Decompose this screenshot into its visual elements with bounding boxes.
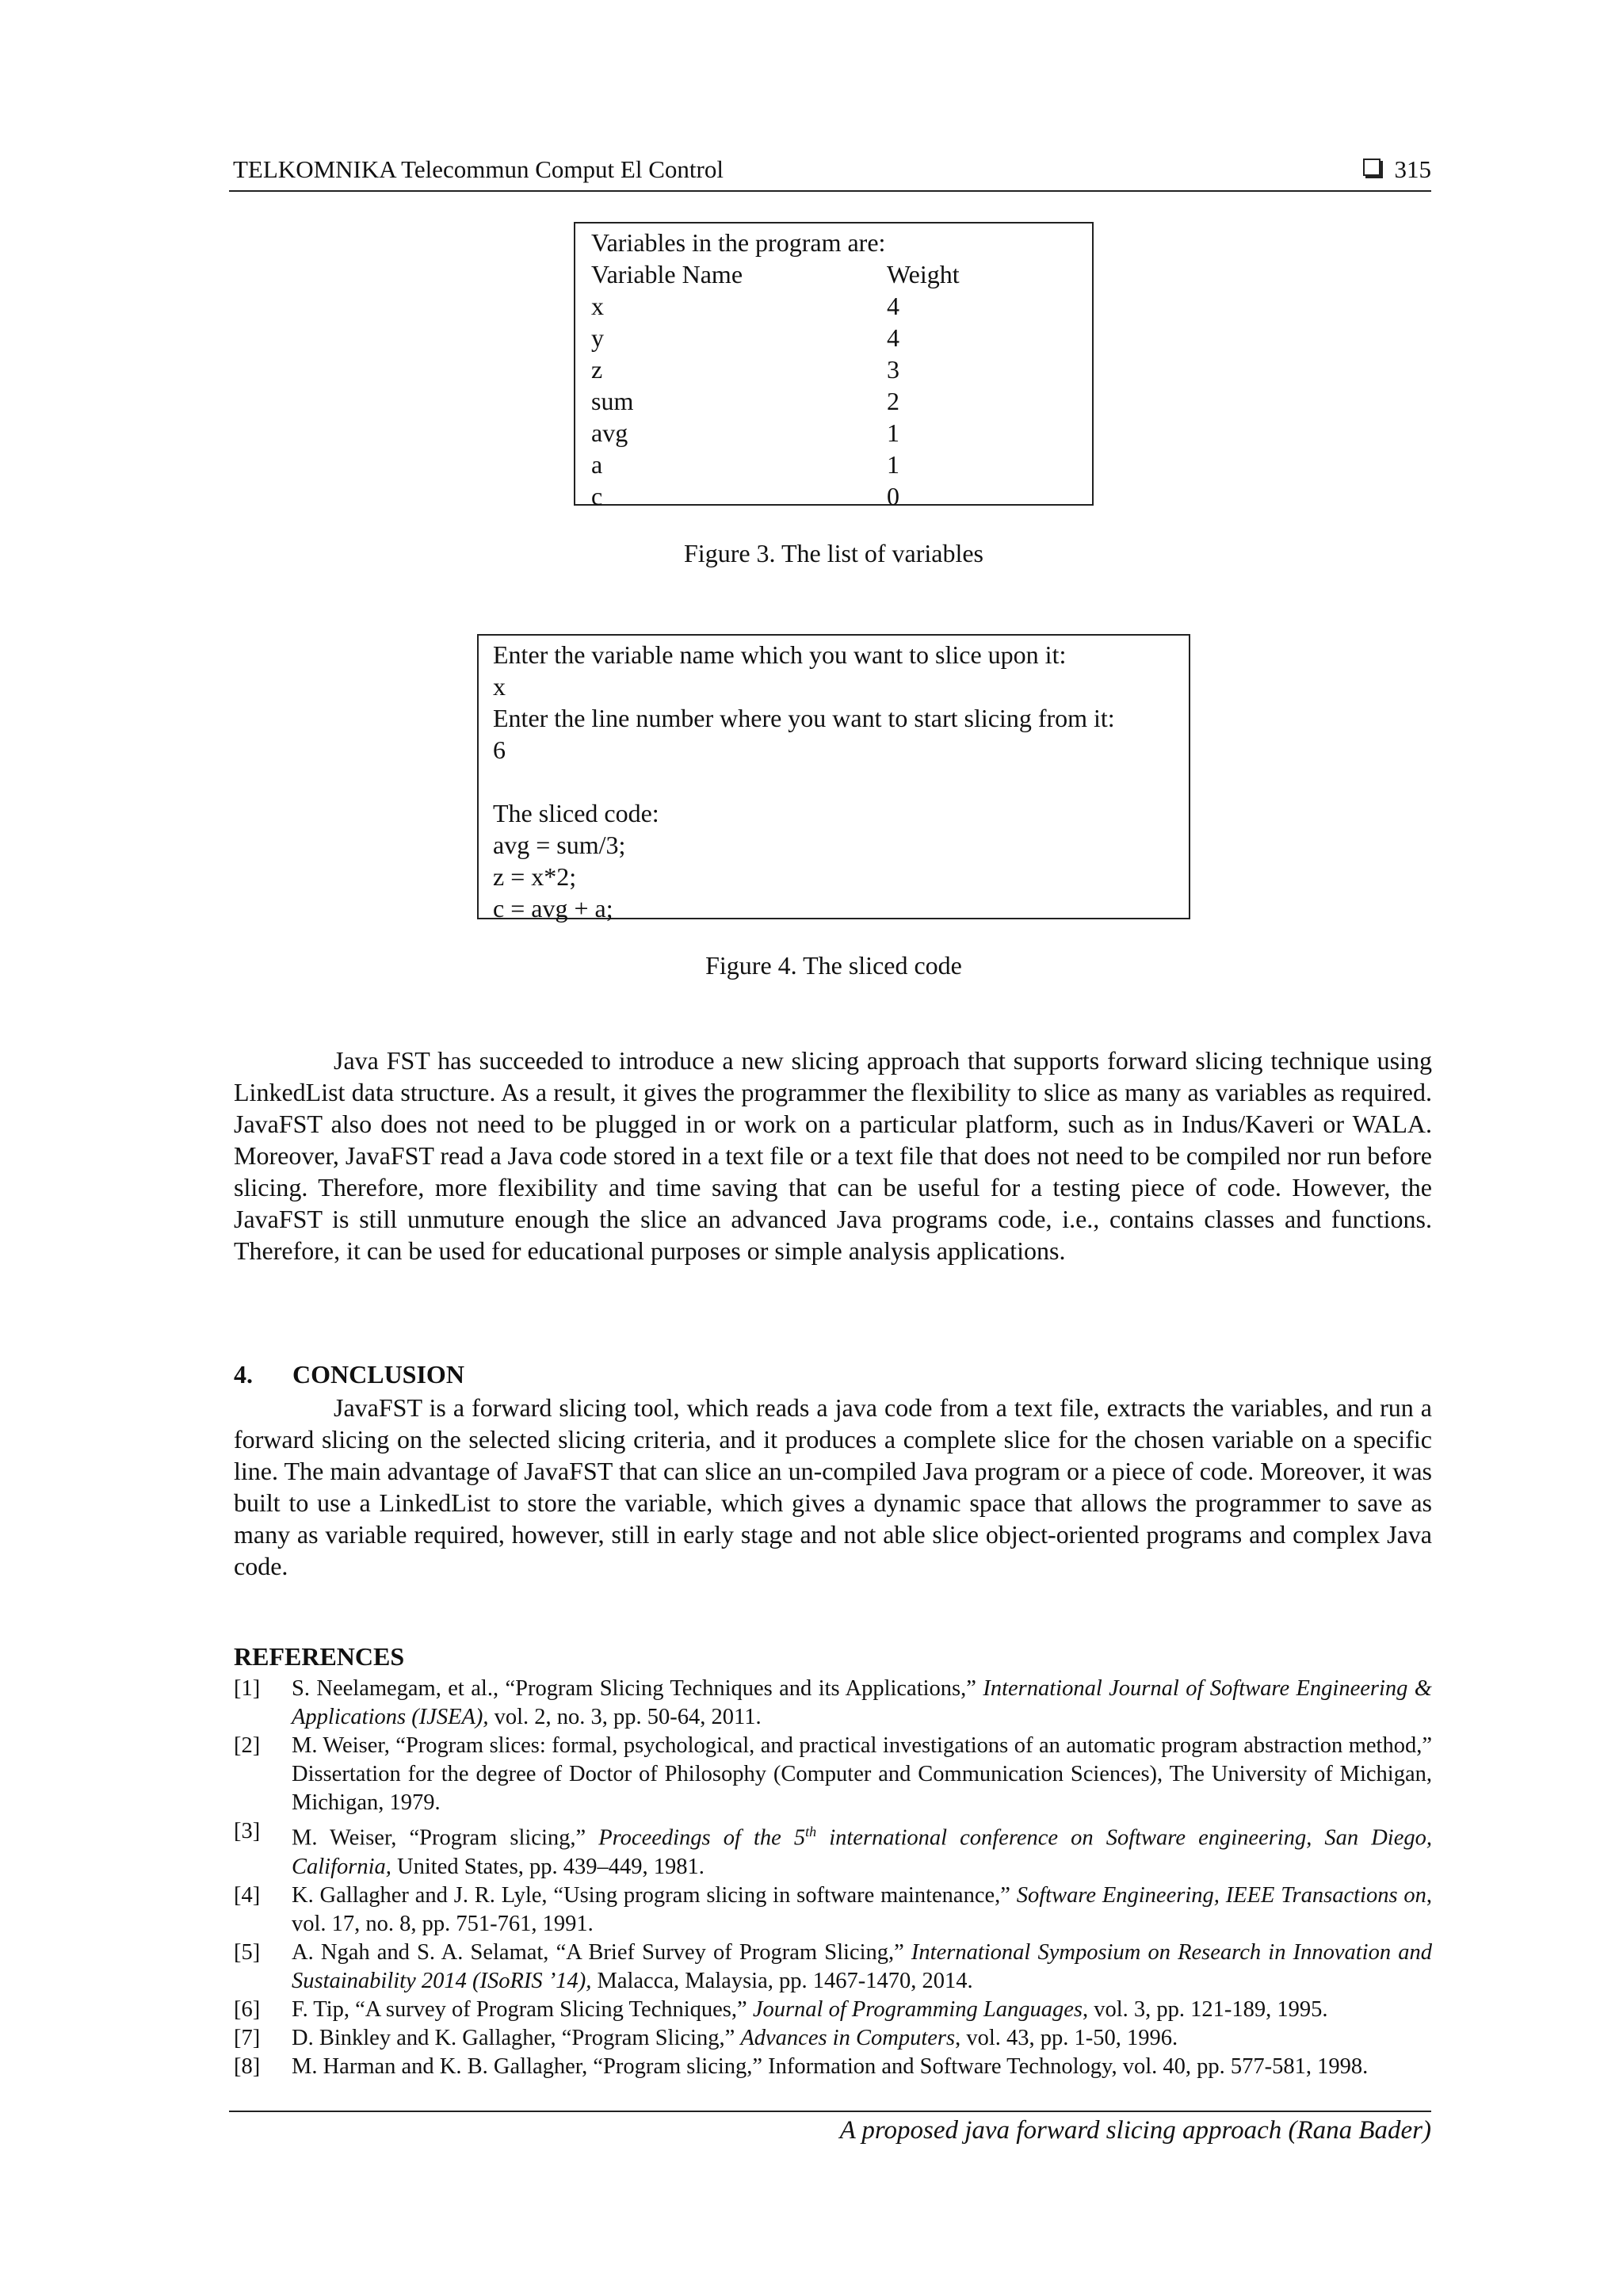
figure-3-rows [591, 290, 1092, 512]
variable-weight: 2 [887, 387, 899, 415]
reference-pre: M. Weiser, “Program slices: formal, psychological, and practical investigations of an automatic program abstraction method,” Dissertation for the degree of Doctor of Philosophy (Computer and Communication Sciences), The University of Michigan, Michigan, 1979. [292, 1733, 1432, 1815]
reference-venue: Advances in Computers [740, 2025, 956, 2050]
variable-weight: 1 [887, 450, 899, 479]
figure-3-box [574, 222, 1094, 510]
reference-text [292, 1881, 1432, 1939]
reference-item [234, 1996, 1432, 2024]
variable-row [591, 353, 1092, 385]
variable-weight: 0 [887, 482, 899, 510]
variable-name: c [591, 482, 603, 510]
reference-post: , vol. 43, pp. 1-50, 1996. [955, 2025, 1178, 2050]
variable-name: y [591, 323, 604, 352]
variable-name: sum [591, 387, 634, 415]
reference-item [234, 1732, 1432, 1817]
body-paragraph: Java FST has succeeded to introduce a new slicing approach that supports forward slicing technique using LinkedList data structure. As a result, it gives the programmer the flexibility to slice as many as variables as required. JavaFST also does not need to be plugged in or work on a particular platform, such as in Indus/Kaveri or WALA. Moreover, JavaFST read a Java code stored in a text file or a text file that does not need to be compiled nor run before slicing. Therefore, more flexibility and time saving that can be useful for a testing piece of code. However, the JavaFST is still unmuture enough the slice an advanced Java programs code, i.e., contains classes and functions. Therefore, it can be used for educational purposes or simple analysis applications. [234, 1046, 1432, 1265]
console-line: c = avg + a; [493, 894, 613, 923]
reference-venue: Journal of Programming Languages [752, 1996, 1083, 2022]
section-number: 4. [234, 1360, 253, 1389]
reference-number: [5] [234, 1939, 261, 1965]
weight-header: Weight [887, 260, 960, 288]
reference-post: , vol. 17, no. 8, pp. 751-761, 1991. [292, 1882, 1432, 1936]
variable-name: z [591, 355, 603, 384]
reference-venue2: international conference on Software engineering, San Diego, California, [292, 1825, 1433, 1879]
footer-rule [229, 2111, 1431, 2112]
reference-text [292, 1732, 1432, 1817]
variable-row [591, 417, 1092, 449]
console-line: Enter the variable name which you want to slice upon it: [493, 640, 1067, 669]
console-line: z = x*2; [493, 862, 577, 891]
reference-item [234, 1939, 1432, 1996]
reference-text [292, 1996, 1432, 2024]
reference-text [292, 2024, 1432, 2053]
variable-name: a [591, 450, 603, 479]
console-line: x [493, 672, 506, 701]
variable-name: x [591, 292, 604, 320]
variable-weight: 4 [887, 292, 899, 320]
reference-pre: M. Weiser, “Program slicing,” [292, 1825, 599, 1851]
conclusion-paragraph: JavaFST is a forward slicing tool, which reads a java code from a text file, extracts the variables, and run a forward slicing on the selected slicing criteria, and it produces a complete slice for the chosen variable on a specific line. The main advantage of JavaFST that can slice an un-compiled Java program or a piece of code. Moreover, it was built to use a LinkedList to store the variable, which gives a dynamic space that allows the programmer to save as many as variable required, however, still in early stage and not able slice object-oriented programs and complex Java code. [234, 1393, 1432, 1580]
reference-text [292, 1675, 1432, 1732]
reference-number: [8] [234, 2053, 261, 2079]
reference-pre: S. Neelamegam, et al., “Program Slicing Techniques and its Applications,” [292, 1676, 983, 1701]
section-heading [234, 1360, 464, 1389]
figure-4-box [477, 634, 1190, 923]
reference-venue: International Symposium on Research in Innovation and Sustainability 2014 (ISoRIS ’14), [292, 1939, 1432, 1993]
reference-venue: International Journal of Software Engineering & Applications (IJSEA), [292, 1676, 1432, 1729]
reference-pre: M. Harman and K. B. Gallagher, “Program slicing,” Information and Software Technology, vol. 40, pp. 577-581, 1998. [292, 2053, 1369, 2079]
reference-number: [1] [234, 1676, 261, 1701]
reference-text [292, 1939, 1432, 1996]
journal-name: TELKOMNIKA Telecommun Comput El Control [233, 155, 724, 183]
reference-number: [2] [234, 1733, 261, 1758]
reference-number: [3] [234, 1819, 261, 1843]
references-list [234, 1675, 1432, 2081]
reference-post: vol. 2, no. 3, pp. 50-64, 2011. [488, 1705, 762, 1729]
variable-row [591, 290, 1092, 322]
reference-number: [7] [234, 2025, 261, 2050]
variable-name: avg [591, 418, 628, 447]
figure-3-caption: Figure 3. The list of variables [684, 539, 983, 567]
reference-number: [6] [234, 1996, 261, 2022]
reference-post: , vol. 3, pp. 121-189, 1995. [1082, 1996, 1328, 2022]
reference-venue: Proceedings of the 5 [598, 1825, 806, 1851]
variable-row [591, 322, 1092, 353]
console-line: Enter the line number where you want to start slicing from it: [493, 704, 1115, 732]
reference-item [234, 2024, 1432, 2053]
console-line: The sliced code: [493, 799, 659, 827]
variable-weight: 1 [887, 418, 899, 447]
reference-post: United States, pp. 439–449, 1981. [391, 1854, 705, 1879]
console-line: avg = sum/3; [493, 831, 626, 859]
reference-item [234, 1881, 1432, 1939]
figure-4-caption: Figure 4. The sliced code [705, 951, 962, 980]
reference-item [234, 2053, 1432, 2081]
references-heading: REFERENCES [234, 1642, 405, 1671]
running-header [229, 154, 1431, 192]
console-line: 6 [493, 735, 506, 764]
variable-row [591, 480, 1092, 512]
page-number-group [1363, 155, 1432, 184]
reference-sup: th [805, 1824, 817, 1839]
page-number: 315 [1394, 155, 1431, 183]
reference-text [292, 2053, 1432, 2081]
reference-pre: K. Gallagher and J. R. Lyle, “Using program slicing in software maintenance,” [292, 1882, 1017, 1908]
box-bullet-icon [1363, 159, 1381, 176]
section-title: CONCLUSION [292, 1360, 464, 1389]
reference-pre: F. Tip, “A survey of Program Slicing Techniques,” [292, 1996, 753, 2022]
variable-name-header: Variable Name [591, 260, 743, 288]
figure-3-header-row [591, 258, 1092, 290]
console-line [493, 766, 1189, 797]
variable-weight: 3 [887, 355, 899, 384]
reference-item [234, 1675, 1432, 1732]
reference-number: [4] [234, 1882, 261, 1908]
figure-3-intro: Variables in the program are: [591, 228, 886, 257]
variable-row [591, 385, 1092, 417]
reference-pre: D. Binkley and K. Gallagher, “Program Slicing,” [292, 2025, 741, 2050]
running-footer: A proposed java forward slicing approach (Rana Bader) [839, 2116, 1431, 2145]
reference-venue: Software Engineering, IEEE Transactions on [1016, 1882, 1426, 1908]
reference-pre: A. Ngah and S. A. Selamat, “A Brief Survey of Program Slicing,” [292, 1939, 911, 1965]
reference-text [292, 1817, 1432, 1881]
reference-post: Malacca, Malaysia, pp. 1467-1470, 2014. [591, 1968, 973, 1993]
variable-row [591, 449, 1092, 480]
variable-weight: 4 [887, 323, 899, 352]
reference-item [234, 1817, 1432, 1881]
